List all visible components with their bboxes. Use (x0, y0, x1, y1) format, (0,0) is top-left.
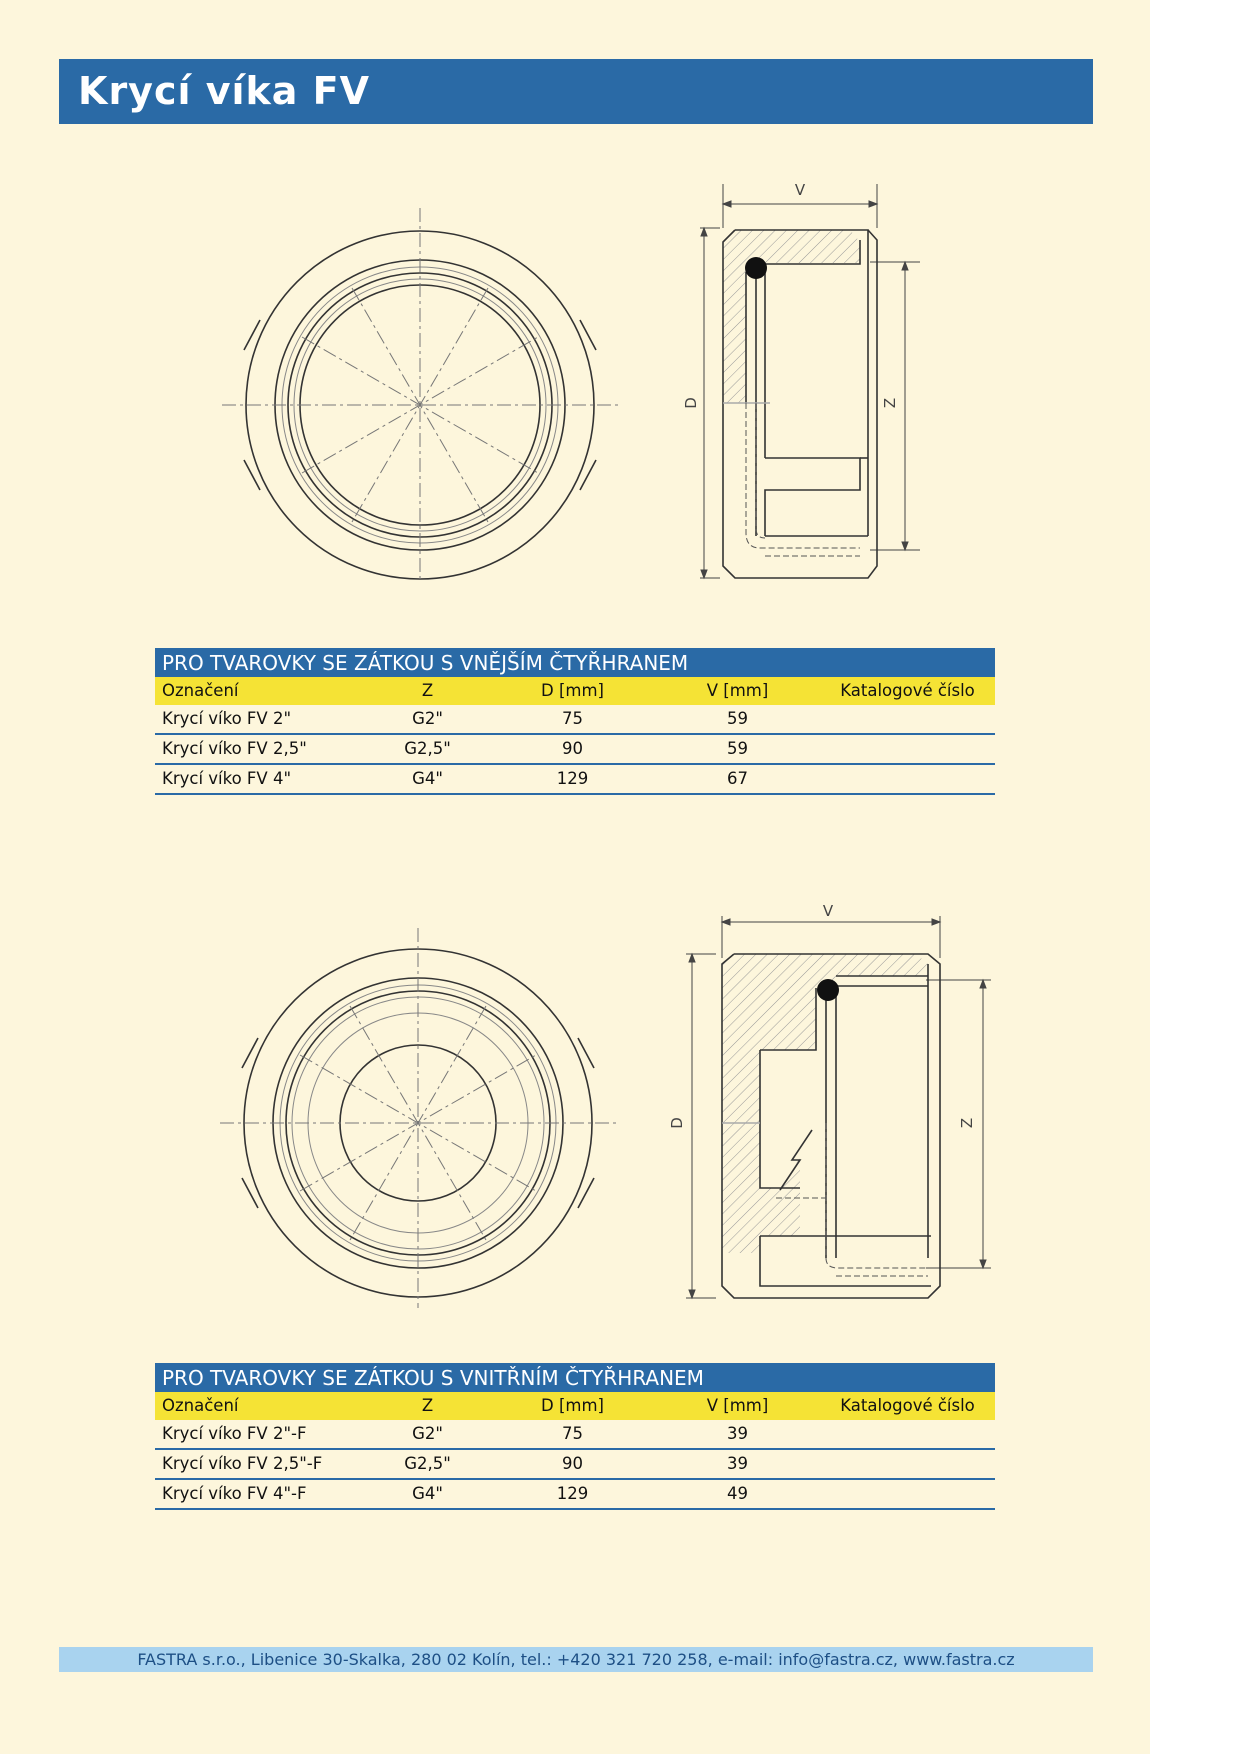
front-view-drawing-1 (230, 200, 610, 580)
cell: 59 (727, 709, 748, 728)
front-view-drawing-2 (228, 928, 608, 1308)
cell (820, 705, 995, 733)
table-row (155, 1450, 995, 1480)
table-row (155, 705, 995, 735)
cell: G4" (412, 1484, 443, 1503)
cell (820, 1420, 995, 1448)
cell (820, 1450, 995, 1478)
cell (820, 735, 995, 763)
z-dimension-label: Z (958, 1117, 976, 1129)
cell: 49 (727, 1484, 748, 1503)
table-row (155, 1480, 995, 1510)
table-row (155, 765, 995, 795)
cell: 75 (562, 1424, 583, 1443)
cell: 75 (562, 709, 583, 728)
col-header: Označení (162, 681, 239, 700)
spec-table-inner (155, 1363, 995, 1510)
footer-contact: FASTRA s.r.o., Libenice 30-Skalka, 280 02 Kolín, tel.: +420 321 720 258, e-mail: info@fastra.cz, www.fastra.cz (59, 1647, 1093, 1672)
cell: 59 (727, 739, 748, 758)
section-view-drawing-1 (680, 178, 940, 598)
cell: 129 (556, 1484, 589, 1503)
col-header: V [mm] (706, 681, 769, 700)
col-header: Z (421, 681, 434, 700)
col-header: D [mm] (541, 1396, 604, 1415)
cell: 90 (562, 739, 583, 758)
z-dimension-label: Z (881, 397, 899, 409)
cell: Krycí víko FV 4" (162, 769, 292, 788)
cell: Krycí víko FV 2" (162, 709, 292, 728)
col-header: Katalogové číslo (840, 1396, 975, 1415)
cell: G2,5" (404, 739, 451, 758)
table-header (155, 1392, 995, 1420)
cell (820, 765, 995, 793)
cell: G2" (412, 1424, 443, 1443)
cell: 39 (727, 1454, 748, 1473)
col-header: Označení (162, 1396, 239, 1415)
d-dimension-label: D (668, 1117, 686, 1129)
cell: G2,5" (404, 1454, 451, 1473)
v-dimension-label: V (822, 902, 834, 920)
cell: Krycí víko FV 4"-F (162, 1484, 307, 1503)
section-view-drawing-2 (668, 898, 996, 1318)
table-row (155, 1420, 995, 1450)
table-header (155, 677, 995, 705)
cell: 67 (727, 769, 748, 788)
v-dimension-label: V (794, 181, 806, 199)
cell: 129 (556, 769, 589, 788)
spec-table-outer (155, 648, 995, 795)
cell: Krycí víko FV 2"-F (162, 1424, 307, 1443)
table-row (155, 735, 995, 765)
col-header: Z (421, 1396, 434, 1415)
cell: G2" (412, 709, 443, 728)
cell: 90 (562, 1454, 583, 1473)
col-header: D [mm] (541, 681, 604, 700)
cell: G4" (412, 769, 443, 788)
cell: Krycí víko FV 2,5" (162, 739, 307, 758)
d-dimension-label: D (682, 397, 700, 409)
table-caption: PRO TVAROVKY SE ZÁTKOU S VNĚJŠÍM ČTYŘHRANEM (155, 648, 995, 677)
cell: Krycí víko FV 2,5"-F (162, 1454, 323, 1473)
cell (820, 1480, 995, 1508)
table-caption: PRO TVAROVKY SE ZÁTKOU S VNITŘNÍM ČTYŘHRANEM (155, 1363, 995, 1392)
cell: 39 (727, 1424, 748, 1443)
title-bar (59, 59, 1093, 124)
col-header: V [mm] (706, 1396, 769, 1415)
col-header: Katalogové číslo (840, 681, 975, 700)
page-title: Krycí víka FV (78, 69, 371, 113)
